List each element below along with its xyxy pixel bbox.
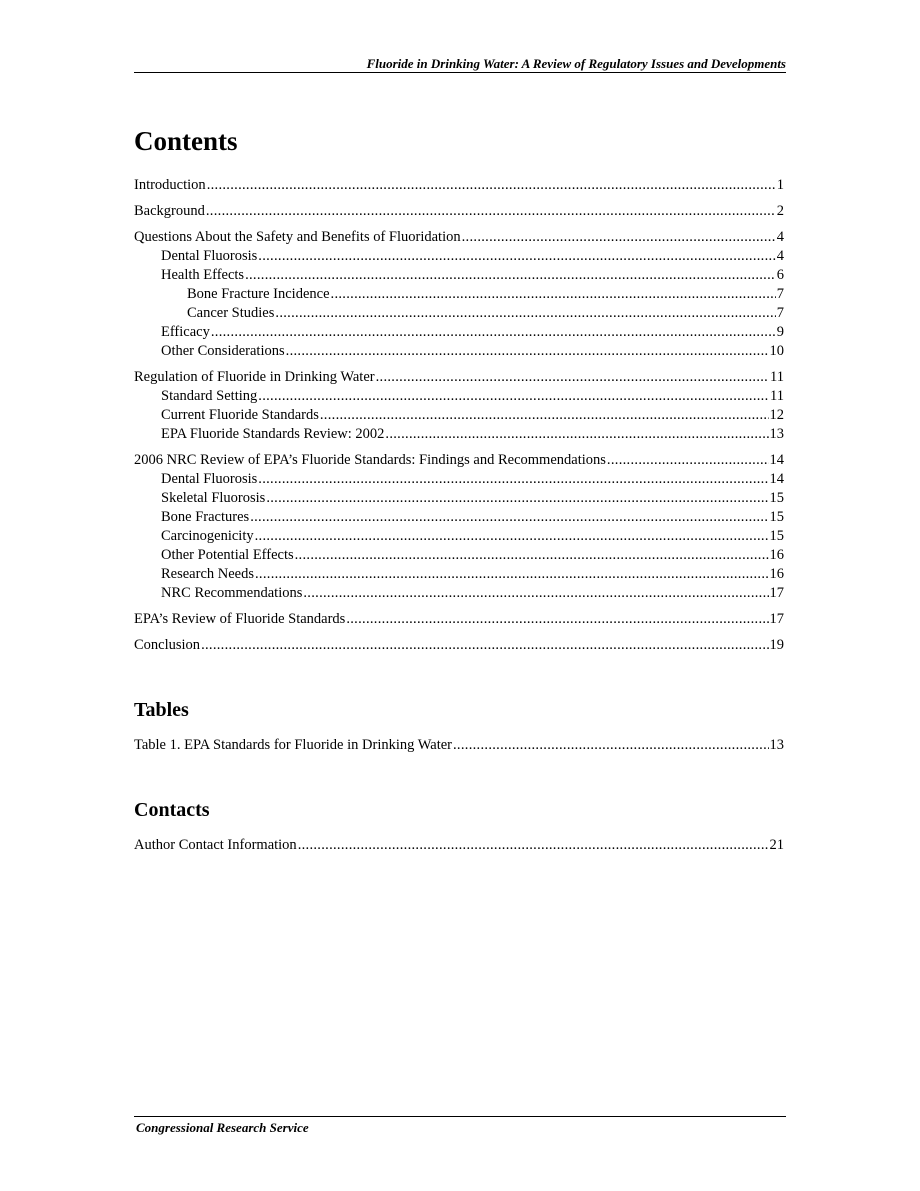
toc-leader	[258, 470, 768, 489]
toc-entry-regulation[interactable]	[134, 368, 784, 387]
toc-page-number: 11	[770, 369, 784, 385]
toc-entry-health-effects[interactable]	[134, 266, 784, 285]
toc-leader	[385, 425, 768, 444]
toc-page-number: 21	[769, 837, 784, 853]
toc-label: EPA’s Review of Fluoride Standards	[134, 611, 346, 627]
toc-page-number: 14	[769, 471, 784, 487]
toc-entry-epa-review-2002[interactable]	[134, 425, 784, 444]
toc-label: Other Considerations	[161, 343, 285, 359]
toc-label: 2006 NRC Review of EPA’s Fluoride Standards: Findings and Recommendations	[134, 452, 606, 468]
toc-leader	[607, 451, 769, 470]
toc-entry-dental-fluorosis-nrc[interactable]	[134, 470, 784, 489]
toc-page-number: 15	[769, 509, 784, 525]
toc-entry-bone-fracture-incidence[interactable]	[134, 285, 784, 304]
tables-list	[134, 736, 784, 755]
toc-entry-other-considerations[interactable]	[134, 342, 784, 361]
toc-entry-carcinogenicity[interactable]	[134, 527, 784, 546]
toc-leader	[258, 387, 769, 406]
toc-label: Cancer Studies	[187, 305, 275, 321]
toc-page-number: 6	[776, 267, 784, 283]
toc-label: Questions About the Safety and Benefits of Fluoridation	[134, 229, 461, 245]
toc-label: Dental Fluorosis	[161, 471, 258, 487]
toc-leader	[376, 368, 769, 387]
toc-label: Standard Setting	[161, 388, 258, 404]
toc-label: Bone Fracture Incidence	[187, 286, 330, 302]
toc-page-number: 14	[769, 452, 784, 468]
toc-entry-efficacy[interactable]	[134, 323, 784, 342]
header-rule	[134, 72, 786, 73]
contacts-list	[134, 836, 784, 855]
toc-label: Efficacy	[161, 324, 210, 340]
toc-label: Author Contact Information	[134, 837, 297, 853]
toc-leader	[255, 565, 769, 584]
toc-page-number: 16	[769, 566, 784, 582]
toc-leader	[295, 546, 769, 565]
toc-entry-questions-safety[interactable]	[134, 228, 784, 247]
toc-leader	[201, 636, 768, 655]
toc-label: Bone Fractures	[161, 509, 250, 525]
toc-leader	[320, 406, 769, 425]
toc-label: Background	[134, 203, 205, 219]
toc-entry-introduction[interactable]	[134, 176, 784, 195]
toc-entry-table-1[interactable]	[134, 736, 784, 755]
toc-entry-skeletal-fluorosis[interactable]	[134, 489, 784, 508]
toc-label: Other Potential Effects	[161, 547, 294, 563]
toc-entry-author-contact[interactable]	[134, 836, 784, 855]
toc-page-number: 15	[769, 490, 784, 506]
toc-label: NRC Recommendations	[161, 585, 303, 601]
toc-page-number: 7	[776, 286, 784, 302]
toc-label: Health Effects	[161, 267, 245, 283]
toc-page-number: 4	[776, 229, 784, 245]
toc-label: Skeletal Fluorosis	[161, 490, 266, 506]
toc-page-number: 1	[776, 177, 784, 193]
toc-page-number: 10	[769, 343, 784, 359]
toc-entry-dental-fluorosis[interactable]	[134, 247, 784, 266]
toc-leader	[211, 323, 776, 342]
toc-entry-research-needs[interactable]	[134, 565, 784, 584]
contents-title: Contents	[134, 126, 238, 156]
footer-rule	[134, 1116, 786, 1117]
toc-page-number: 16	[769, 547, 784, 563]
toc-page-number: 2	[776, 203, 784, 219]
toc-label: Regulation of Fluoride in Drinking Water	[134, 369, 375, 385]
toc-entry-nrc-review-2006[interactable]	[134, 451, 784, 470]
toc-label: Research Needs	[161, 566, 254, 582]
toc-label: EPA Fluoride Standards Review: 2002	[161, 426, 385, 442]
toc-label: Conclusion	[134, 637, 201, 653]
toc-page-number: 7	[776, 305, 784, 321]
running-header: Fluoride in Drinking Water: A Review of Regulatory Issues and Developments	[366, 56, 786, 71]
toc-page-number: 17	[769, 585, 784, 601]
tables-title: Tables	[134, 699, 189, 721]
toc-leader	[207, 176, 776, 195]
toc-page-number: 13	[769, 737, 784, 753]
footer-text: Congressional Research Service	[136, 1120, 309, 1135]
toc-page-number: 4	[776, 248, 784, 264]
toc-label: Table 1. EPA Standards for Fluoride in Drinking Water	[134, 737, 452, 753]
toc-leader	[250, 508, 768, 527]
toc-entry-other-potential-effects[interactable]	[134, 546, 784, 565]
toc-leader	[245, 266, 776, 285]
toc-entry-standard-setting[interactable]	[134, 387, 784, 406]
toc-page-number: 15	[769, 528, 784, 544]
toc-leader	[286, 342, 769, 361]
toc-leader	[462, 228, 776, 247]
toc-entry-bone-fractures[interactable]	[134, 508, 784, 527]
toc-entry-epa-review[interactable]	[134, 610, 784, 629]
toc-entry-nrc-recommendations[interactable]	[134, 584, 784, 603]
toc-leader	[206, 202, 776, 221]
toc-label: Dental Fluorosis	[161, 248, 258, 264]
toc-leader	[346, 610, 768, 629]
toc-page-number: 13	[769, 426, 784, 442]
toc-page-number: 9	[776, 324, 784, 340]
toc-leader	[331, 285, 776, 304]
contacts-title: Contacts	[134, 799, 210, 821]
toc-leader	[258, 247, 775, 266]
toc-leader	[266, 489, 768, 508]
toc-leader	[255, 527, 769, 546]
toc-page-number: 12	[769, 407, 784, 423]
toc-label: Current Fluoride Standards	[161, 407, 319, 423]
toc-entry-conclusion[interactable]	[134, 636, 784, 655]
toc-page-number: 11	[770, 388, 784, 404]
toc-leader	[275, 304, 775, 323]
toc-entry-background[interactable]	[134, 202, 784, 221]
toc-leader	[453, 736, 769, 755]
toc-leader	[303, 584, 768, 603]
toc-leader	[298, 836, 769, 855]
toc-label: Carcinogenicity	[161, 528, 254, 544]
contents-list	[134, 176, 784, 655]
toc-entry-current-standards[interactable]	[134, 406, 784, 425]
toc-page-number: 17	[769, 611, 784, 627]
toc-label: Introduction	[134, 177, 206, 193]
toc-entry-cancer-studies[interactable]	[134, 304, 784, 323]
toc-page-number: 19	[769, 637, 784, 653]
